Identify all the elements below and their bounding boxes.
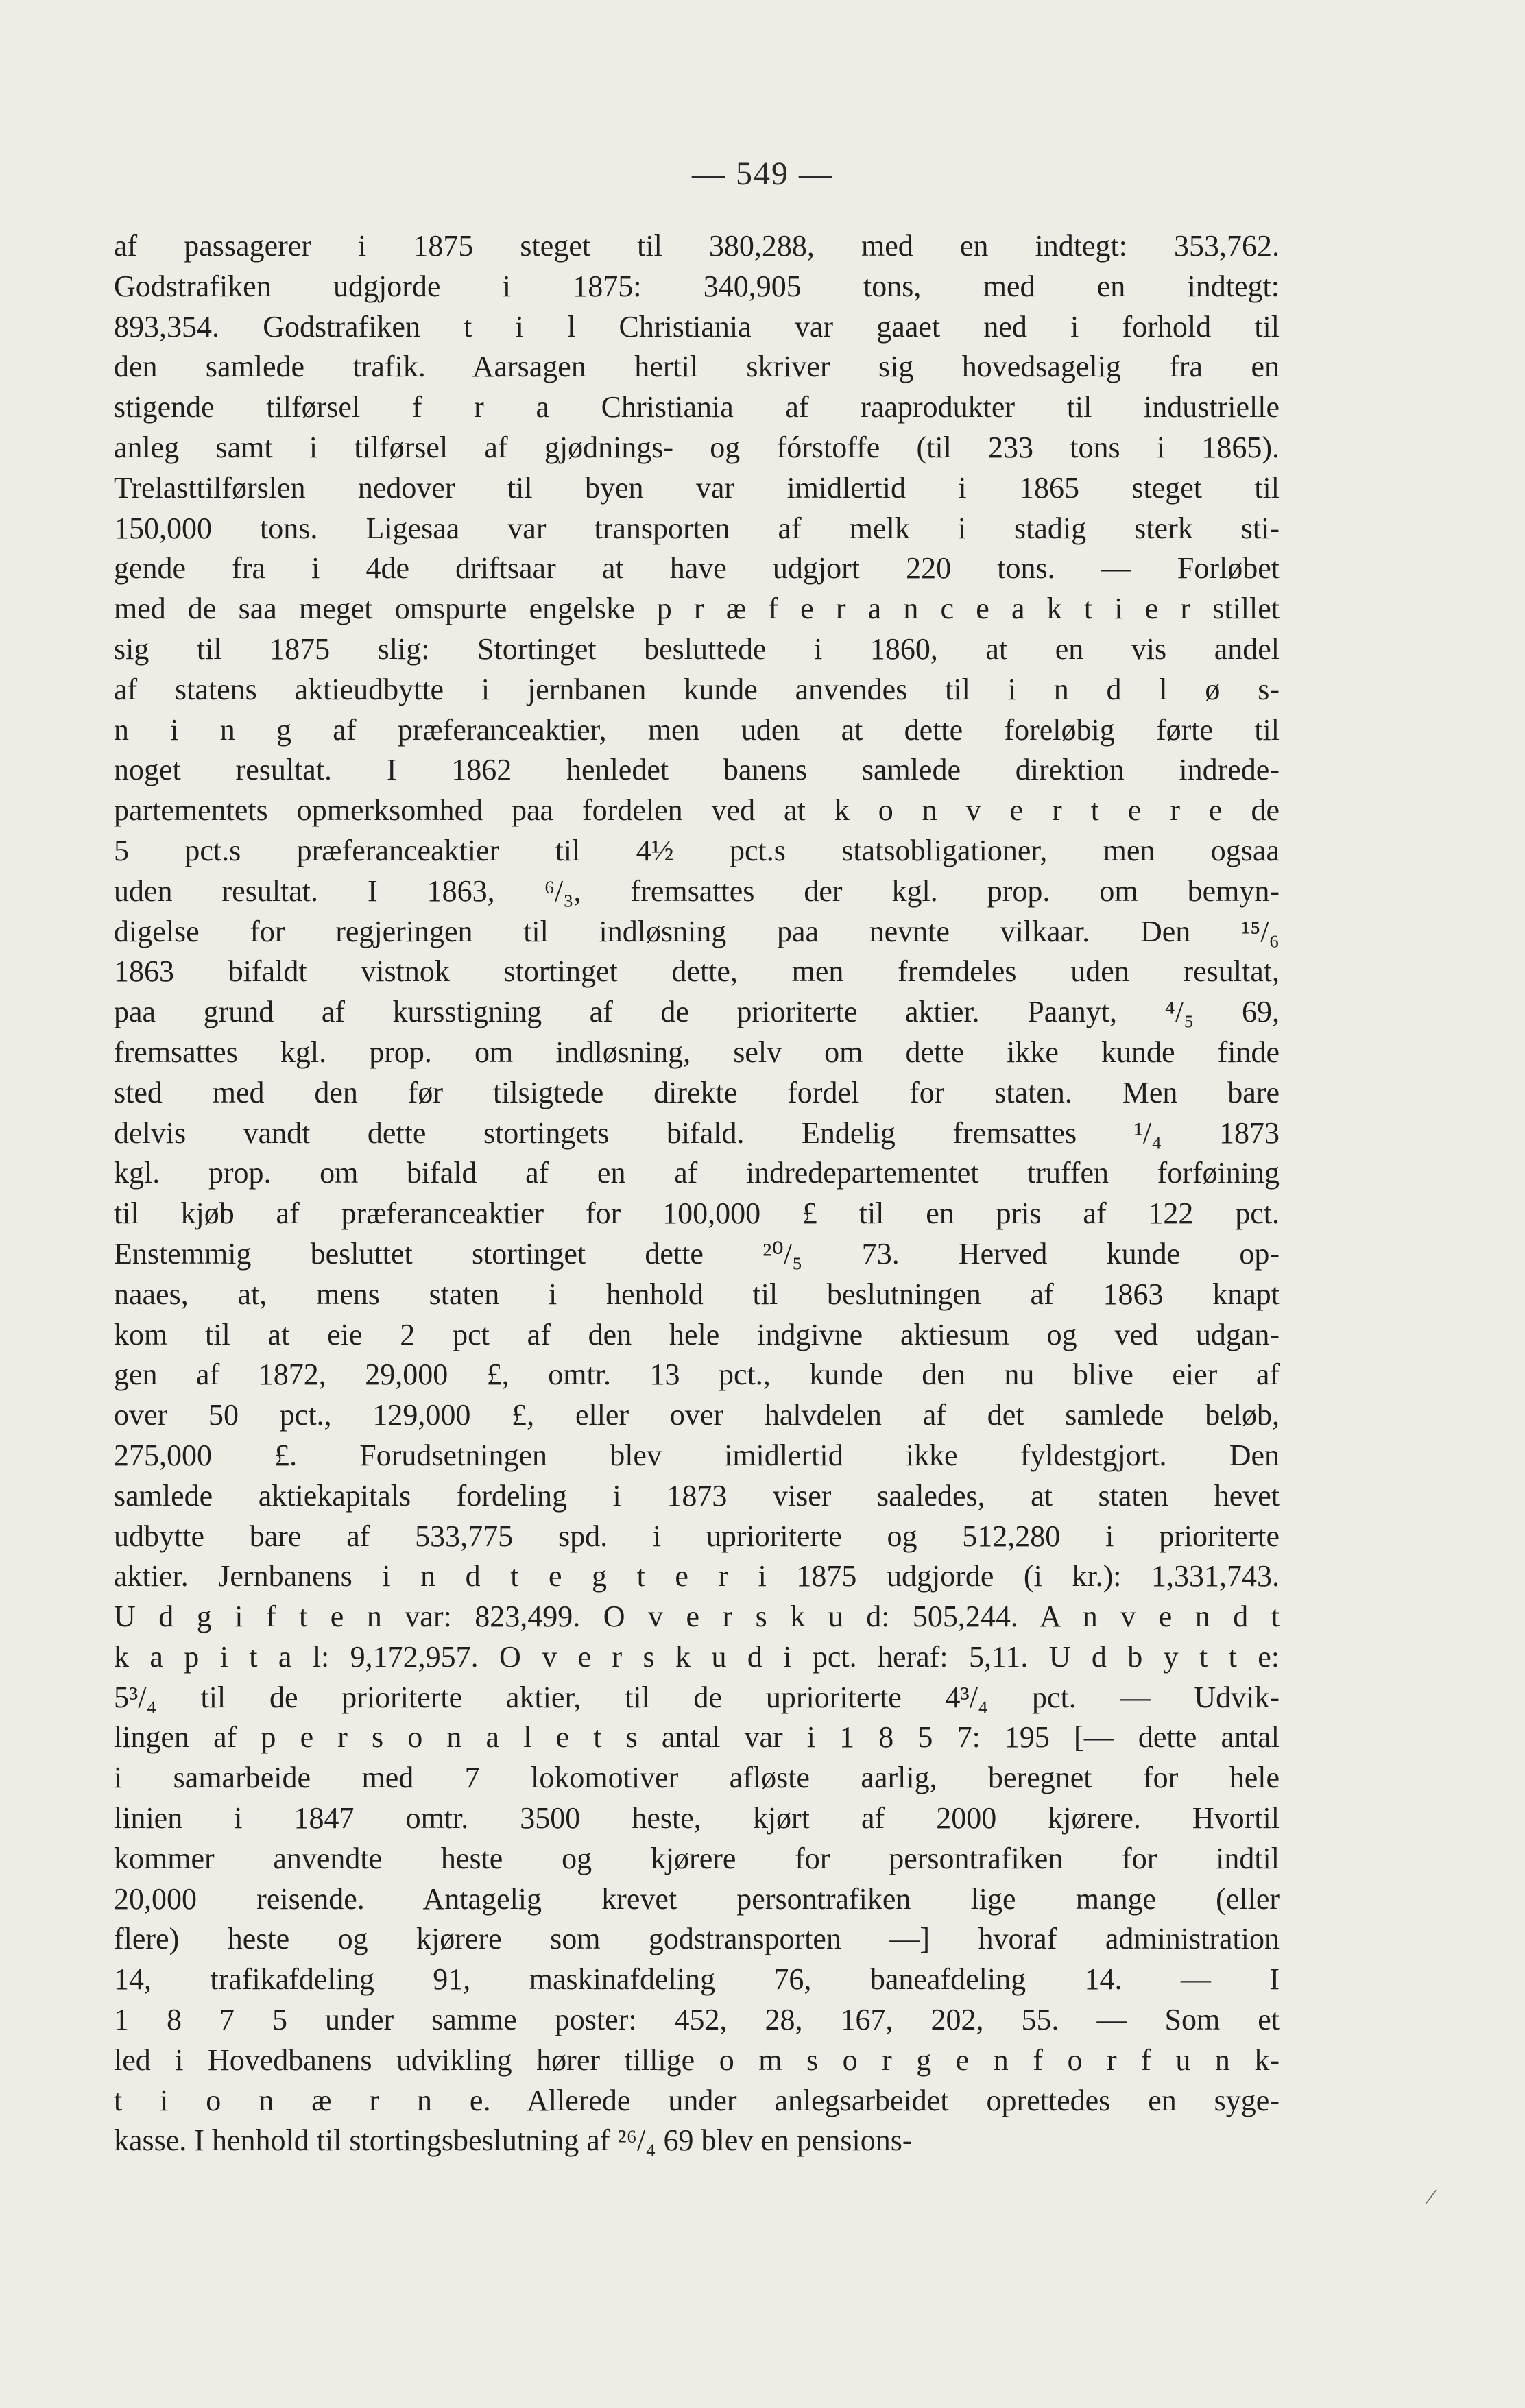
text-line: lingen af p e r s o n a l e t s antal var i 1 8 5 7: 195 [— dette antal [114,1720,1280,1755]
text-line: af statens aktieudbytte i jernbanen kunde anvendes til i n d l ø s- [114,672,1280,706]
text-line: 5 pct.s præferanceaktier til 4½ pct.s statsobligationer, men ogsaa [114,833,1280,867]
text-line: linien i 1847 omtr. 3500 heste, kjørt af 2000 kjørere. Hvortil [114,1801,1280,1835]
text-line: Enstemmig besluttet stortinget dette ²⁰/₅ 73. Herved kunde op- [114,1236,1280,1271]
text-line: over 50 pct., 129,000 £, eller over halvdelen af det samlede beløb, [114,1398,1280,1432]
text-line: Trelasttilførslen nedover til byen var imidlertid i 1865 steget til [114,470,1280,505]
text-line: k a p i t a l: 9,172,957. O v e r s k u d i pct. heraf: 5,11. U d b y t t e: [114,1639,1280,1674]
text-line: anleg samt i tilførsel af gjødnings- og fórstoffe (til 233 tons i 1865). [114,430,1280,464]
text-line: t i o n æ r n e. Allerede under anlegsarbeidet oprettedes en syge- [114,2083,1280,2117]
text-line: den samlede trafik. Aarsagen hertil skriver sig hovedsagelig fra en [114,350,1280,384]
body-text [114,226,1280,2161]
text-line: udbytte bare af 533,775 spd. i uprioriterte og 512,280 i prioriterte [114,1519,1280,1553]
text-line: U d g i f t e n var: 823,499. O v e r s k u d: 505,244. A n v e n d t [114,1600,1280,1634]
text-line: 275,000 £. Forudsetningen blev imidlertid ikke fyldestgjort. Den [114,1438,1280,1472]
text-line: digelse for regjeringen til indløsning paa nevnte vilkaar. Den ¹⁵/₆ [114,914,1280,948]
text-line: flere) heste og kjørere som godstransporten —] hvoraf administration [114,1922,1280,1956]
text-line: af passagerer i 1875 steget til 380,288, med en indtegt: 353,762. [114,229,1280,263]
text-line: led i Hovedbanens udvikling hører tillige o m s o r g e n f o r f u n k- [114,2043,1280,2077]
page-number: — 549 — [692,156,833,192]
text-line: Godstrafiken udgjorde i 1875: 340,905 tons, med en indtegt: [114,269,1280,303]
text-line: 1 8 7 5 under samme poster: 452, 28, 167, 202, 55. — Som et [114,2003,1280,2037]
text-line: 1863 bifaldt vistnok stortinget dette, men fremdeles uden resultat, [114,954,1280,989]
text-line: aktier. Jernbanens i n d t e g t e r i 1875 udgjorde (i kr.): 1,331,743. [114,1559,1280,1593]
text-line: til kjøb af præferanceaktier for 100,000 £ til en pris af 122 pct. [114,1196,1280,1231]
text-line: fremsattes kgl. prop. om indløsning, selv om dette ikke kunde finde [114,1035,1280,1069]
text-line: paa grund af kursstigning af de prioriterte aktier. Paanyt, ⁴/₅ 69, [114,995,1280,1029]
text-line: n i n g af præferanceaktier, men uden at dette foreløbig førte til [114,712,1280,747]
text-line: stigende tilførsel f r a Christiania af raaprodukter til industrielle [114,390,1280,424]
text-line: samlede aktiekapitals fordeling i 1873 viser saaledes, at staten hevet [114,1478,1280,1513]
text-line: 14, trafikafdeling 91, maskinafdeling 76, baneafdeling 14. — I [114,1962,1280,1997]
text-line: gende fra i 4de driftsaar at have udgjort 220 tons. — Forløbet [114,551,1280,586]
text-line: kom til at eie 2 pct af den hele indgivne aktiesum og ved udgan- [114,1317,1280,1351]
text-line: sted med den før tilsigtede direkte fordel for staten. Men bare [114,1075,1280,1109]
text-line: kasse. I henhold til stortingsbeslutning af ²⁶/₄ 69 blev en pensions- [114,2123,913,2158]
text-line: kommer anvendte heste og kjørere for persontrafiken for indtil [114,1841,1280,1875]
text-line: naaes, at, mens staten i henhold til beslutningen af 1863 knapt [114,1277,1280,1311]
text-line: kgl. prop. om bifald af en af indredepartementet truffen forføining [114,1156,1280,1190]
margin-mark: / [1424,2184,1439,2211]
text-line: i samarbeide med 7 lokomotiver afløste aarlig, beregnet for hele [114,1761,1280,1795]
text-line: med de saa meget omspurte engelske p r æ f e r a n c e a k t i e r stillet [114,592,1280,626]
text-line: sig til 1875 slig: Stortinget besluttede i 1860, at en vis andel [114,631,1280,666]
text-line: 20,000 reisende. Antagelig krevet persontrafiken lige mange (eller [114,1881,1280,1916]
text-line: uden resultat. I 1863, ⁶/₃, fremsattes der kgl. prop. om bemyn- [114,874,1280,908]
text-line: 5³/₄ til de prioriterte aktier, til de uprioriterte 4³/₄ pct. — Udvik- [114,1680,1280,1714]
text-line: partementets opmerksomhed paa fordelen ved at k o n v e r t e r e de [114,793,1280,828]
text-line: gen af 1872, 29,000 £, omtr. 13 pct., kunde den nu blive eier af [114,1358,1280,1392]
text-line: noget resultat. I 1862 henledet banens samlede direktion indrede- [114,753,1280,787]
text-line: 150,000 tons. Ligesaa var transporten af melk i stadig sterk sti- [114,511,1280,545]
text-line: 893,354. Godstrafiken t i l Christiania var gaaet ned i forhold til [114,309,1280,344]
text-line: delvis vandt dette stortingets bifald. Endelig fremsattes ¹/₄ 1873 [114,1116,1280,1150]
